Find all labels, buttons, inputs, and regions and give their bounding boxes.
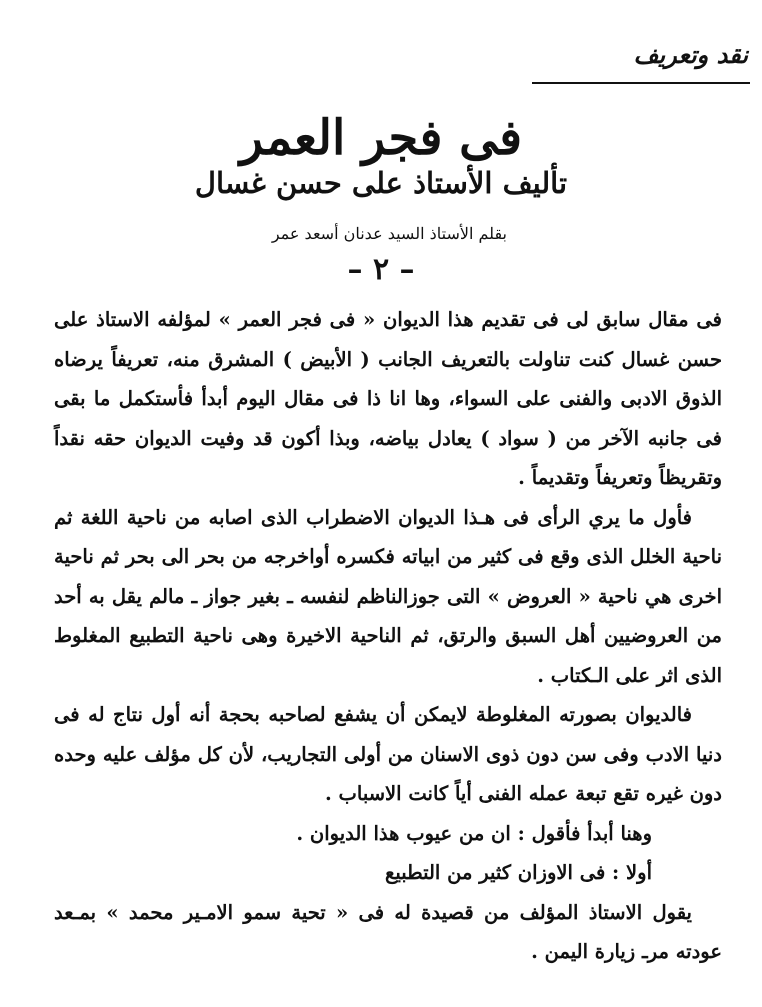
paragraph: فأول ما يري الرأى فى هـذا الديوان الاضطراب الذى اصابه من ناحية اللغة ثم ناحية الخلل الذى وقع فى كثير من ابياته فكسره أواخرجه من بحر الى بحر ثم ناحية اخرى هي ناحية « العروض » التى جوزالناظم لنفسه ـ بغير جواز ـ مالم يقل به أحد من العروضيين أهل السبق والرتق، ثم الناحية الاخيرة وهى ناحية التطبيع المغلوط الذى اثر على الـكتاب .: [54, 505, 722, 687]
part-number: – ٢ –: [347, 252, 415, 287]
paragraph: أولا : فى الاوزان كثير من التطبيع: [384, 861, 652, 884]
section-tag: نقد وتعريف: [633, 40, 748, 69]
paragraph: فى مقال سابق لى فى تقديم هذا الديوان « فى فجر العمر » لمؤلفه الاستاذ على حسن غسال كنت تناولت بالتعريف الجانب ( الأبيض ) المشرق منه، تعريفاً يرضاه الذوق الادبى والفنى على السواء، وها انا ذا فى مقال اليوم أبدأ فأستكمل ما بقى فى جانبه الآخر من ( سواد ) يعادل بياضه، وبذا أكون قد وفيت الديوان حقه نقداً وتقريظاً وتعريفاً وتقديماً .: [54, 308, 722, 489]
paragraph: وهنا أبدأ فأقول : ان من عيوب هذا الديوان .: [296, 821, 652, 845]
article-subtitle: تأليف الأستاذ على حسن غسال: [194, 166, 568, 200]
author-byline: بقلم الأستاذ السيد عدنان أسعد عمر: [271, 224, 507, 243]
section-rule: [532, 82, 750, 84]
paragraph: فالديوان بصورته المغلوطة لايمكن أن يشفع لصاحبه بحجة أنه أول نتاج له فى دنيا الادب وفى سن دون ذوى الاسنان من أولى التجاريب، لأن كل مؤلف عليه وحده دون غيره تقع تبعة عمله الفنى أياً كانت الاسباب .: [54, 703, 722, 805]
paragraph: يقول الاستاذ المؤلف من قصيدة له فى « تحية سمو الامـير محمد » بمـعد عودته مرـ زيارة اليمن .: [54, 900, 722, 963]
article-title: فى فجر العمر: [239, 110, 523, 166]
article-body: [54, 300, 722, 972]
